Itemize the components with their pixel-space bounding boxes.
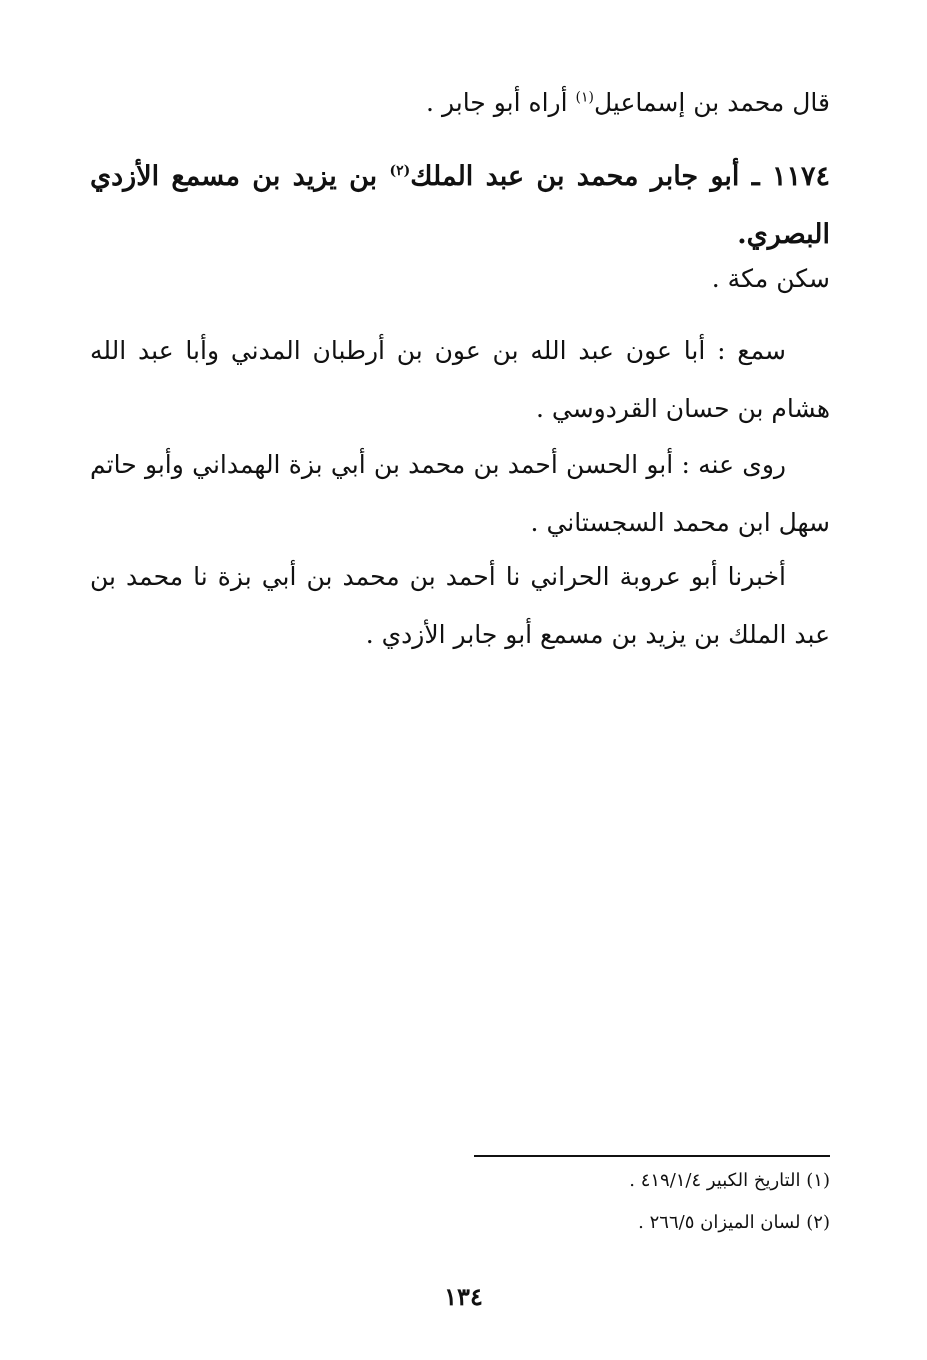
page-number: ١٣٤	[444, 1282, 483, 1311]
narrated-by-text: روى عنه : أبو الحسن أحمد بن محمد بن أبي بزة الهمداني وأبو حاتم سهل ابن محمد السجستاني .	[90, 450, 830, 537]
isnad-paragraph	[90, 548, 830, 664]
intro-text: قال محمد بن إسماعيل	[593, 88, 830, 117]
footnote-ref-2: (٢)	[389, 163, 411, 179]
heard-from-paragraph	[90, 322, 830, 438]
residence-paragraph	[712, 264, 830, 293]
intro-line	[426, 88, 830, 117]
footnote-ref-1: (١)	[575, 89, 594, 106]
entry-heading	[90, 148, 830, 264]
entry-heading-text-cont: بن يزيد بن مسمع الأزدي البصري.	[90, 161, 830, 250]
residence-text: سكن مكة .	[711, 264, 830, 293]
footnote-2: (٢) لسان الميزان ٢٦٦/٥ .	[638, 1212, 830, 1233]
heard-from-text: سمع : أبا عون عبد الله بن عون بن أرطبان المدني وأبا عبد الله هشام بن حسان القردوسي .	[90, 336, 830, 423]
intro-end-text: أراه أبو جابر .	[426, 88, 576, 117]
entry-heading-text: ١١٧٤ ـ أبو جابر محمد بن عبد الملك	[410, 161, 830, 192]
isnad-text: أخبرنا أبو عروبة الحراني نا أحمد بن محمد بن أبي بزة نا محمد بن عبد الملك بن يزيد بن مسمع أبو جابر الأزدي .	[90, 562, 830, 649]
footnote-divider	[474, 1155, 830, 1157]
footnote-1: (١) التاريخ الكبير ٤١٩/١/٤ .	[629, 1170, 830, 1191]
narrated-by-paragraph	[90, 436, 830, 552]
